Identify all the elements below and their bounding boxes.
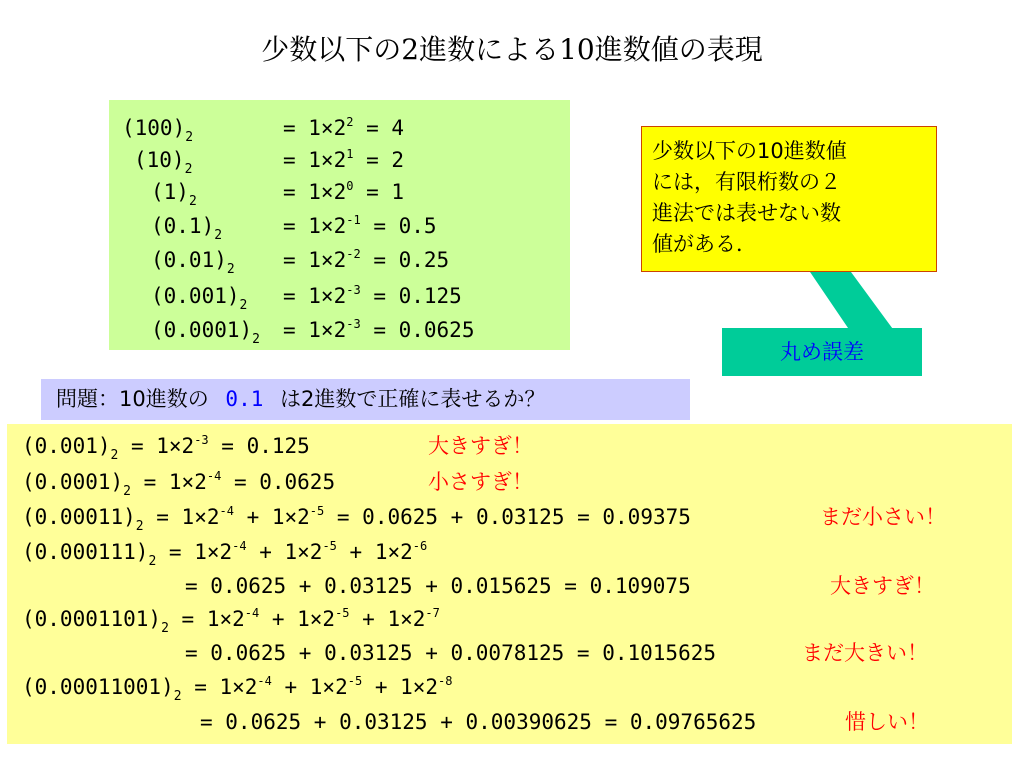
table-row: $(0.0001)_2$ [151,318,260,347]
table-row: $(100)_2$ [122,116,194,145]
trial-line: $(0.001)_2 = 1\times 2^{-3} = 0.125$ [22,433,310,463]
trial-comment: まだ小さい！ [820,505,946,529]
trial-line: $(0.0001101)_2 = 1\times 2^{-4} + 1\times 2^{-5} + 1\times 2^{-7}$ [22,606,440,636]
callout-box [641,126,937,272]
trial-line-continued: = 0.0625 + 0.03125 + 0.0078125 = 0.1015625 [185,641,717,665]
trial-line: $(0.000111)_2 = 1\times 2^{-4} + 1\times 2^{-5} + 1\times 2^{-6}$ [22,539,428,569]
table-row-value: = $1\times 2^{-2} = 0.25$ [283,247,450,272]
question-prefix: 問題：10進数の [56,387,209,411]
trial-line: $(0.0001)_2 = 1\times 2^{-4} = 0.0625$ [22,469,336,499]
trial-line: $(0.00011001)_2 = 1\times 2^{-4} + 1\times 2^{-5} + 1\times 2^{-8}$ [22,674,453,704]
table-row-value: = $1\times 2^{-3} = 0.0625$ [283,317,475,342]
table-row-value: = $1\times 2^0 = 1$ [283,179,405,204]
trial-comment: まだ大きい！ [802,641,928,665]
trial-line-continued: = 0.0625 + 0.03125 + 0.00390625 = 0.09765625 [200,710,757,734]
trial-comment: 小さすぎ！ [428,470,533,494]
rounding-error-label: 丸め誤差 [722,328,922,376]
table-row-value: = $1\times 2^2 = 4$ [283,115,405,140]
table-row-value: = $1\times 2^{-3} = 0.125$ [283,283,462,308]
trial-comment: 大きすぎ！ [428,434,533,458]
question-box [41,379,690,420]
table-row: $(10)_2$ [134,148,193,177]
trial-line: $(0.00011)_2 = 1\times 2^{-4} + 1\times 2^{-5} = 0.0625 + 0.03125 = 0.09375$ [22,504,691,534]
table-row: $(0.1)_2$ [151,214,223,243]
question-suffix: は2進数で正確に表せるか？ [280,387,546,411]
slide-title: 少数以下の2進数による10進数値の表現 [261,33,763,66]
table-row-value: = $1\times 2^1 = 2$ [283,147,405,172]
trial-comment: 惜しい！ [845,710,929,734]
trial-comment: 大きすぎ！ [830,574,935,598]
table-row: $(0.001)_2$ [151,284,248,313]
table-row: $(0.01)_2$ [151,248,235,277]
callout-text: 少数以下の10進数値 には，有限桁数の２ 進法では表せない数 値がある． [652,139,847,256]
trial-line-continued: = 0.0625 + 0.03125 + 0.015625 = 0.109075 [185,574,691,598]
table-row: $(1)_2$ [151,180,197,209]
question-number: 0.1 [225,387,264,411]
table-row-value: = $1\times 2^{-1} = 0.5$ [283,213,437,238]
